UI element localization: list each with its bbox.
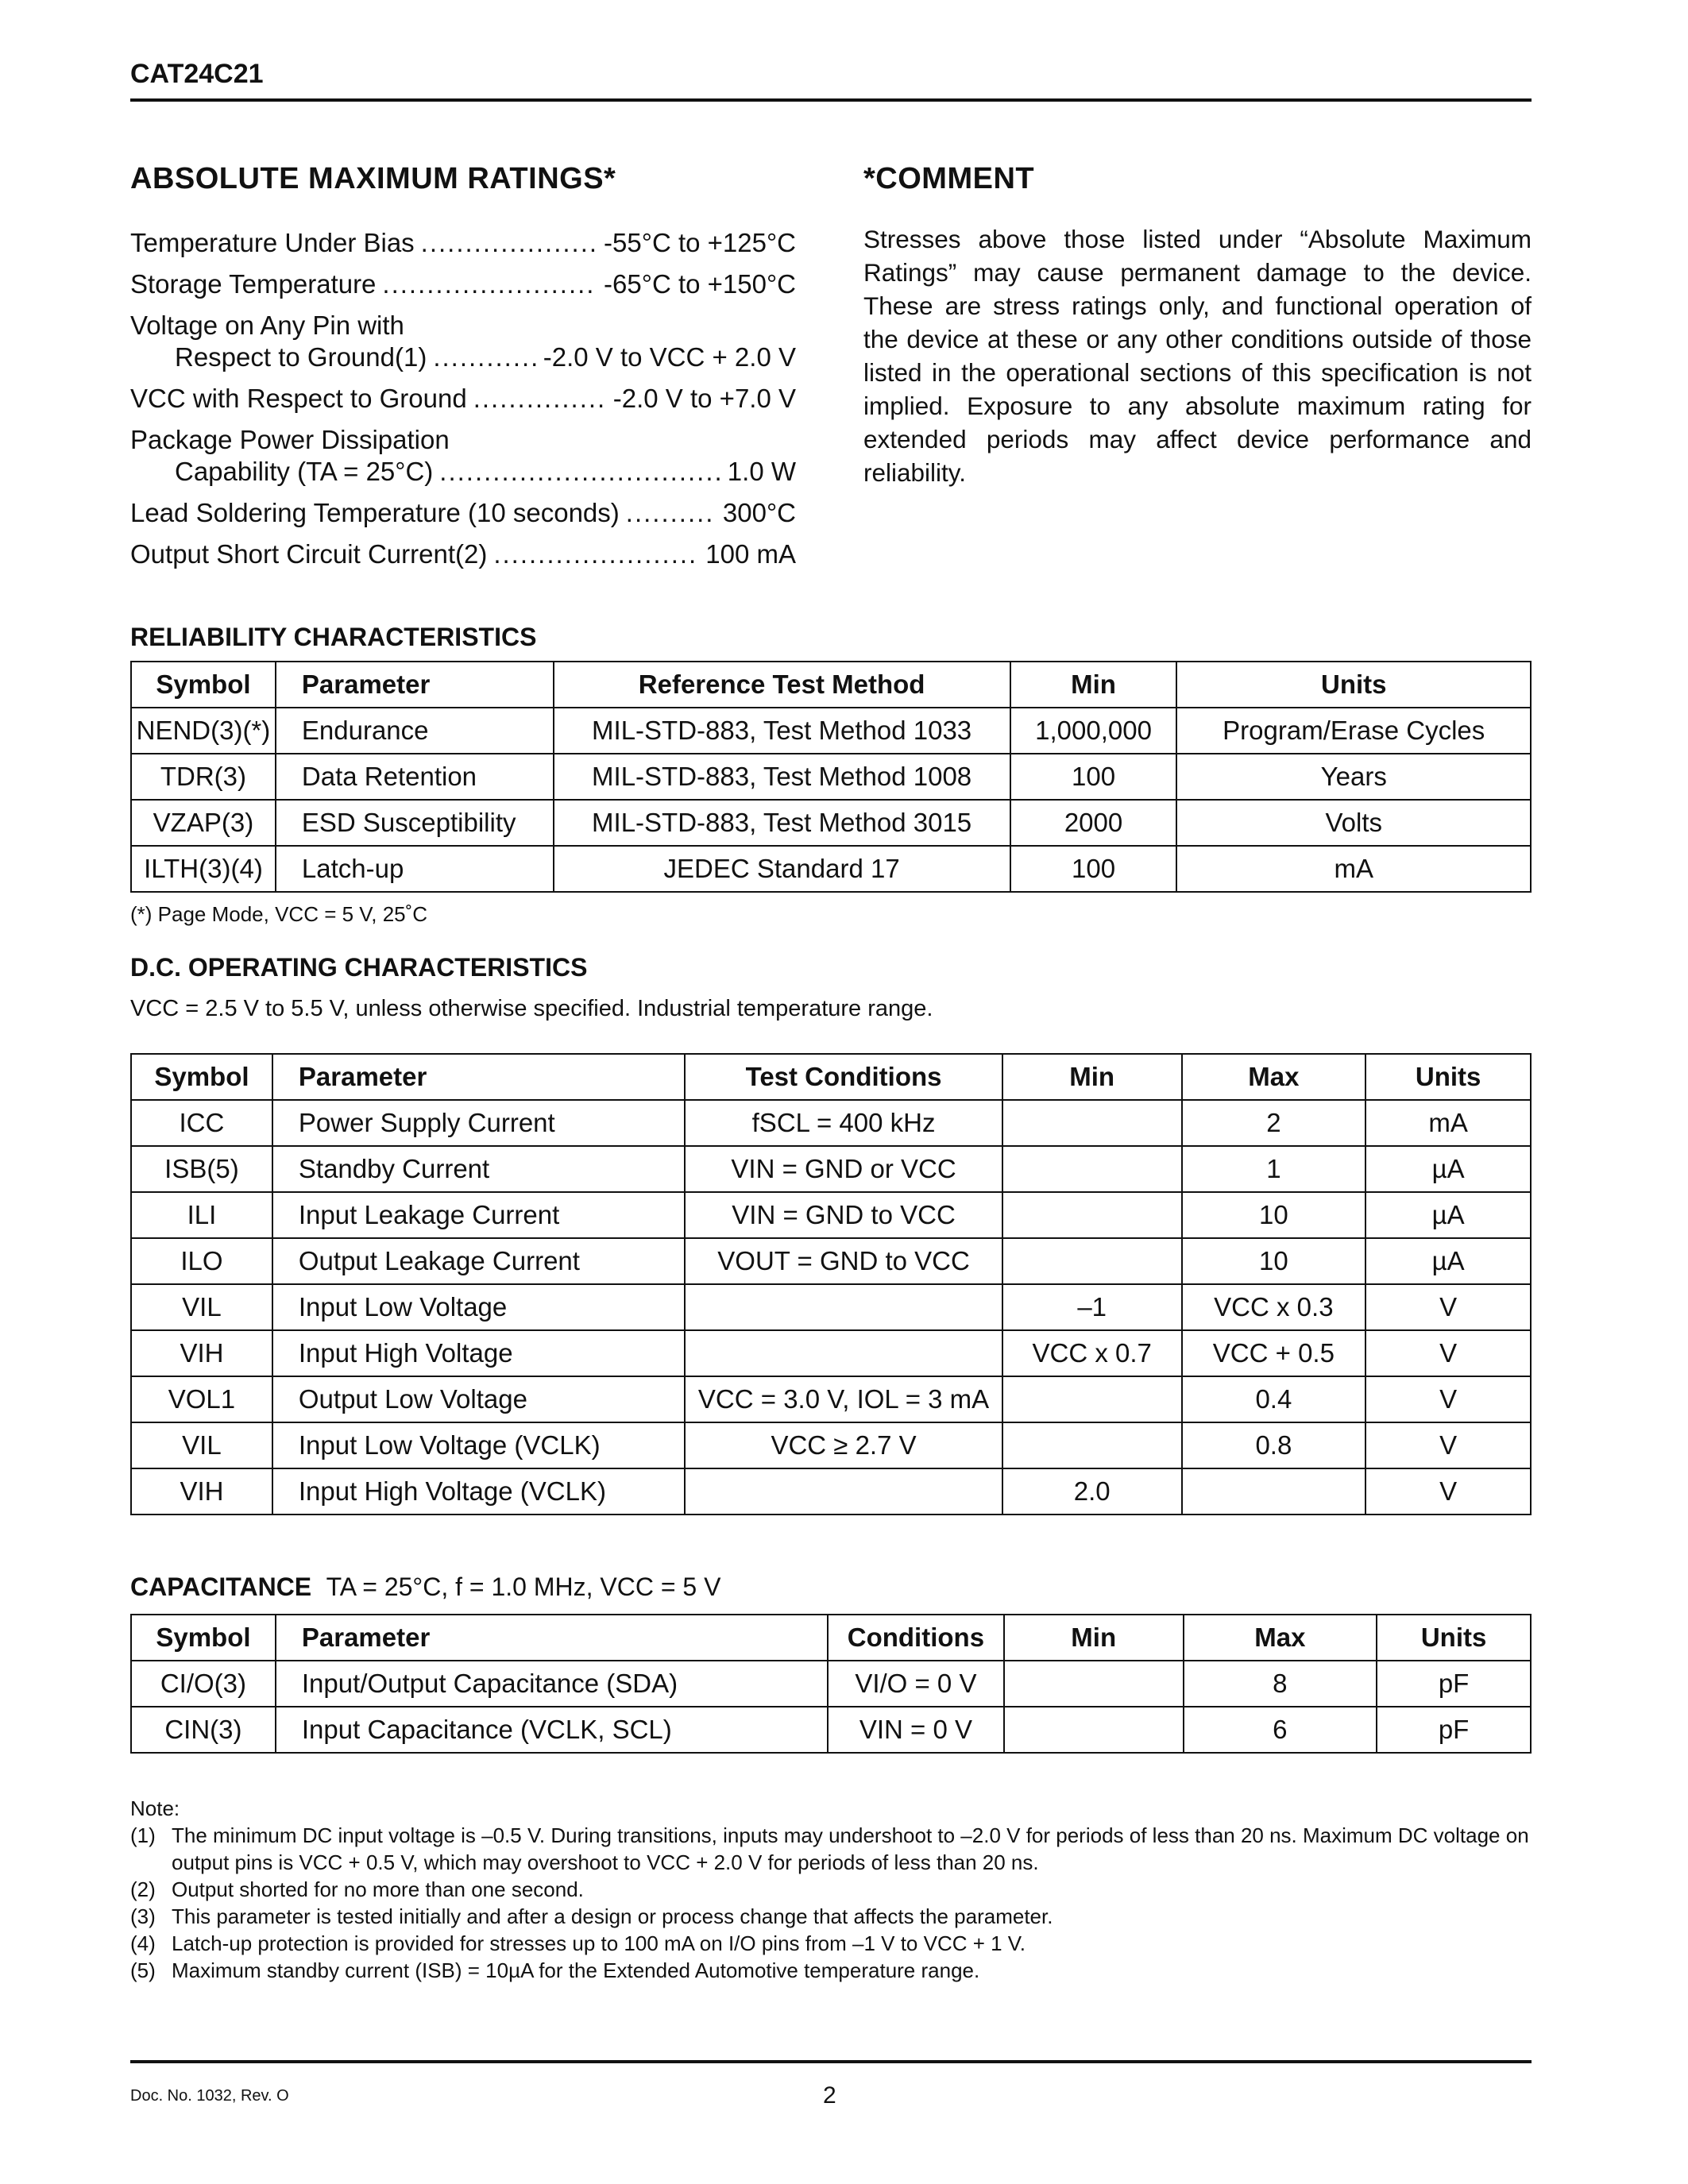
notes-section: [130, 1795, 1532, 1984]
note-item: (2) Output shorted for no more than one second.: [130, 1877, 584, 1901]
reliability-title: RELIABILITY CHARACTERISTICS: [130, 623, 537, 651]
note-item: (5) Maximum standby current (ISB) = 10µA for the Extended Automotive temperature range.: [130, 1958, 980, 1982]
dc-table: [130, 1053, 1532, 1515]
table-row: ILTH(3)(4) Latch-up JEDEC Standard 17 100 mA: [131, 846, 1531, 892]
table-row: ILO Output Leakage Current VOUT = GND to VCC 10 µA: [131, 1238, 1531, 1284]
capacitance-heading: [130, 1572, 720, 1602]
page-number: 2: [823, 2082, 836, 2109]
comment-text: Stresses above those listed under “Absolute Maximum Ratings” may cause permanent damage to the device. These are stress ratings only, and functional operation of the device at these or any other conditions outside of those listed in the operational sections of this specification is not implied. Exposure to any absolute maximum rating for extended periods may affect device performance and reliability.: [863, 225, 1532, 487]
footer-rule: [130, 2060, 1532, 2063]
table-row: VIH Input High Voltage (VCLK) 2.0 V: [131, 1468, 1531, 1515]
table-row: CI/O(3) Input/Output Capacitance (SDA) VI/O = 0 V 8 pF: [131, 1661, 1531, 1707]
table-row: ILI Input Leakage Current VIN = GND to VCC 10 µA: [131, 1192, 1531, 1238]
note-item: (1) The minimum DC input voltage is –0.5 V. During transitions, inputs may undershoot to –2.0 V for periods of less than 20 ns. Maximum DC voltage on output pins is VCC + 0.5 V, which may overshoot to VCC + 2.0 V for periods of less than 20 ns.: [130, 1823, 1529, 1874]
amr-row: Respect to Ground(1) ..... -2.0 V to VCC + 2.0 V: [130, 341, 796, 373]
dc-title: D.C. OPERATING CHARACTERISTICS: [130, 953, 588, 982]
table-row: VIL Input Low Voltage –1 VCC x 0.3 V: [131, 1284, 1531, 1330]
amr-row: Capability (TA = 25°C) ..... 1.0 W: [130, 456, 796, 488]
header-rule: [130, 98, 1532, 102]
doc-number: Doc. No. 1032, Rev. O: [130, 2087, 289, 2105]
table-header-row: Symbol Parameter Conditions Min Max Units: [131, 1615, 1531, 1661]
reliability-footnote: (*) Page Mode, VCC = 5 V, 25˚C: [130, 902, 428, 926]
reliability-table: [130, 661, 1532, 893]
table-row: CIN(3) Input Capacitance (VCLK, SCL) VIN = 0 V 6 pF: [131, 1707, 1531, 1753]
document-header-title: CAT24C21: [130, 59, 264, 89]
table-row: VOL1 Output Low Voltage VCC = 3.0 V, IOL = 3 mA 0.4 V: [131, 1376, 1531, 1422]
dc-subtitle: VCC = 2.5 V to 5.5 V, unless otherwise specified. Industrial temperature range.: [130, 996, 933, 1021]
notes-title: Note:: [130, 1796, 180, 1820]
amr-row: Storage Temperature ..... -65°C to +150°C: [130, 264, 796, 305]
capacitance-subtitle: TA = 25°C, f = 1.0 MHz, VCC = 5 V: [326, 1572, 721, 1601]
table-row: NEND(3)(*) Endurance MIL-STD-883, Test Method 1033 1,000,000 Program/Erase Cycles: [131, 708, 1531, 754]
table-row: VIH Input High Voltage VCC x 0.7 VCC + 0.5 V: [131, 1330, 1531, 1376]
table-row: VIL Input Low Voltage (VCLK) VCC ≥ 2.7 V 0.8 V: [131, 1422, 1531, 1468]
table-header-row: Symbol Parameter Test Conditions Min Max Units: [131, 1054, 1531, 1100]
amr-row: Lead Soldering Temperature (10 seconds) ..... 300°C: [130, 492, 796, 534]
comment-title: *COMMENT: [863, 162, 1035, 195]
note-item: (3) This parameter is tested initially and after a design or process change that affects the parameter.: [130, 1904, 1053, 1928]
capacitance-table: [130, 1614, 1532, 1754]
table-row: ISB(5) Standby Current VIN = GND or VCC 1 µA: [131, 1146, 1531, 1192]
note-item: (4) Latch-up protection is provided for stresses up to 100 mA on I/O pins from –1 V to VCC + 1 V.: [130, 1931, 1026, 1955]
table-row: ICC Power Supply Current fSCL = 400 kHz 2 mA: [131, 1100, 1531, 1146]
amr-row-heading: Voltage on Any Pin with: [130, 311, 404, 340]
capacitance-title: CAPACITANCE: [130, 1572, 312, 1601]
table-row: TDR(3) Data Retention MIL-STD-883, Test Method 1008 100 Years: [131, 754, 1531, 800]
amr-title: ABSOLUTE MAXIMUM RATINGS*: [130, 162, 616, 195]
amr-row: Temperature Under Bias ..... -55°C to +125°C: [130, 222, 796, 264]
amr-row: Output Short Circuit Current(2) ..... 100 mA: [130, 534, 796, 575]
amr-row: VCC with Respect to Ground ..... -2.0 V to +7.0 V: [130, 378, 796, 419]
amr-list: [130, 222, 796, 575]
table-header-row: Symbol Parameter Reference Test Method Min Units: [131, 662, 1531, 708]
amr-row-heading: Package Power Dissipation: [130, 425, 450, 454]
table-row: VZAP(3) ESD Susceptibility MIL-STD-883, Test Method 3015 2000 Volts: [131, 800, 1531, 846]
